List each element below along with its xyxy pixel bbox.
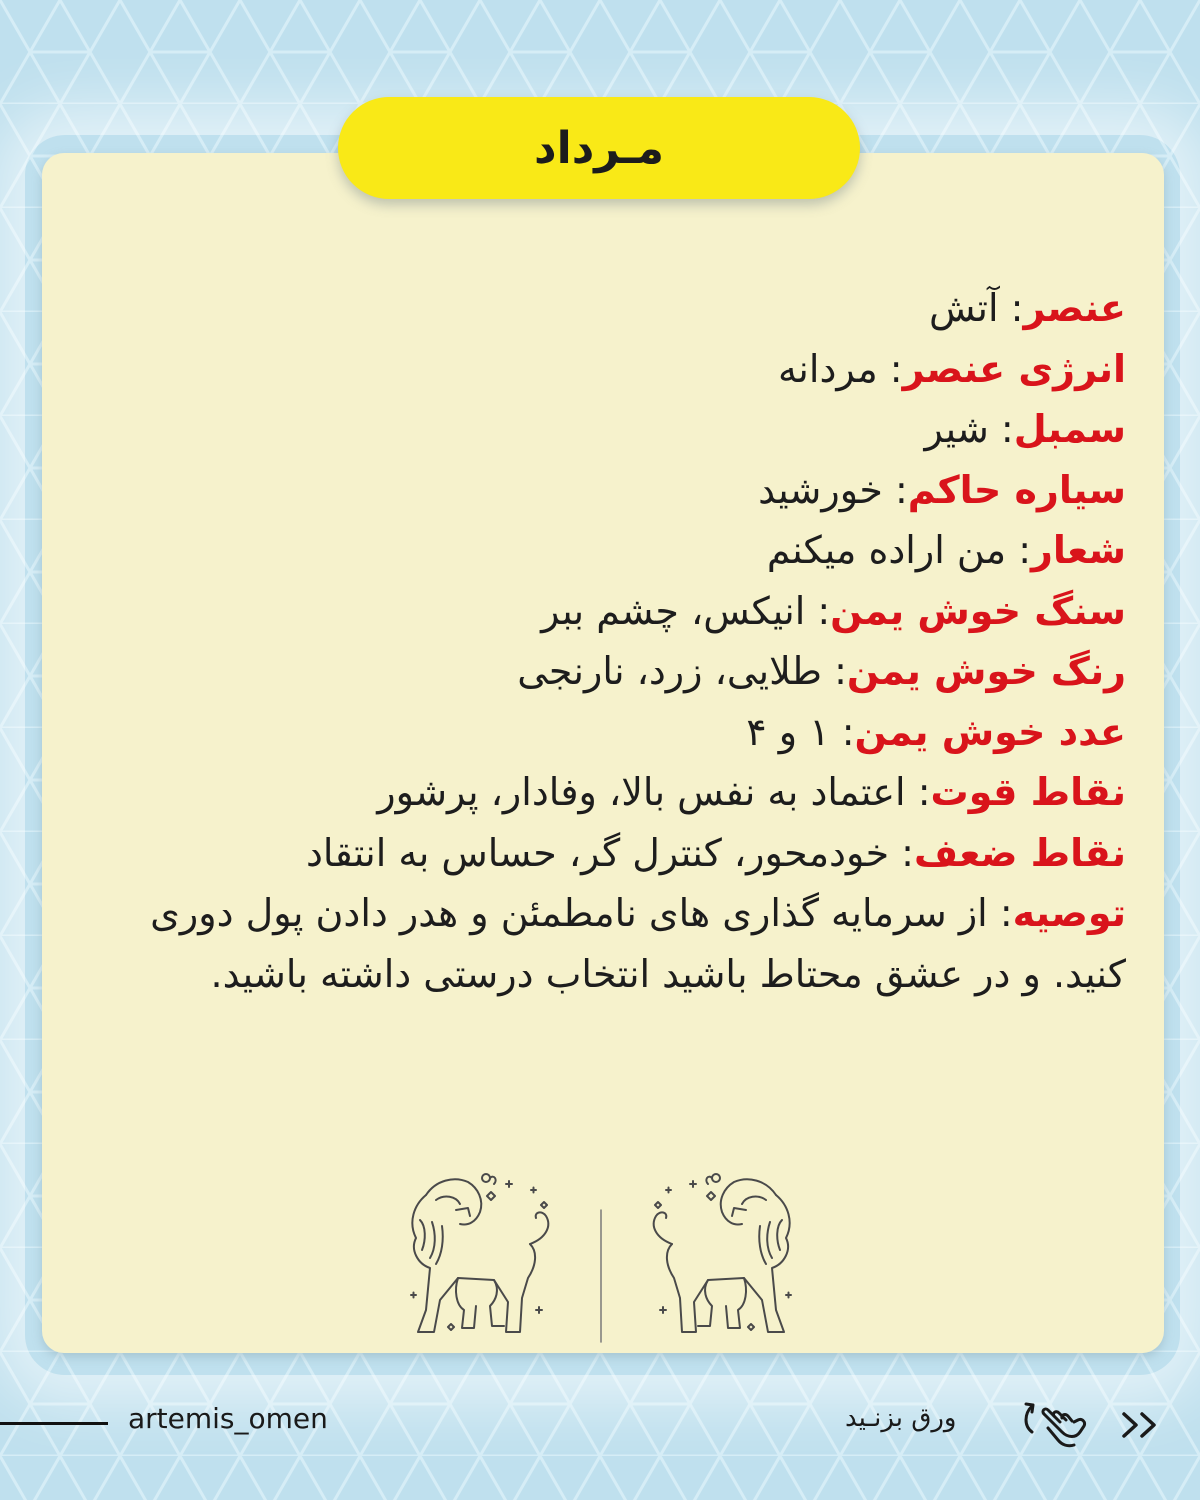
list-item-element	[70, 278, 1126, 339]
item-label: انرژی عنصر	[902, 346, 1126, 391]
item-colon: :	[877, 346, 903, 391]
list-item-symbol	[70, 399, 1126, 460]
item-value: من اراده میکنم	[766, 528, 1007, 572]
item-label: توصیه	[1012, 891, 1126, 935]
item-colon: :	[987, 891, 1013, 935]
item-value: شیر	[924, 407, 989, 451]
item-label: عنصر	[1023, 286, 1126, 330]
item-value: خورشید	[758, 467, 883, 512]
item-label: شعار	[1031, 528, 1126, 572]
item-value: انیکس، چشم ببر	[541, 588, 806, 633]
item-value: از سرمایه گذاری های نامطمئن و هدر دادن پول دوری کنید. و در عشق محتاط باشید انتخاب درستی داشته باشید.	[150, 891, 1126, 996]
leo-lion-icons	[396, 1160, 806, 1345]
item-label: عدد خوش یمن	[854, 709, 1126, 754]
item-colon: :	[829, 709, 855, 754]
item-colon: :	[822, 649, 847, 693]
lion-left-icon	[411, 1174, 548, 1332]
footer-line	[0, 1422, 108, 1425]
item-label: نقاط ضعف	[913, 830, 1126, 875]
list-item-weaknesses	[70, 823, 1126, 884]
swipe-hint: ورق بزنـید	[845, 1403, 957, 1433]
list-item-lucky-number	[70, 702, 1126, 763]
list-item-lucky-stone	[70, 581, 1126, 642]
item-value: آتش	[928, 286, 999, 330]
info-list	[70, 278, 1126, 1004]
list-item-strengths	[70, 762, 1126, 823]
item-colon: :	[998, 286, 1024, 330]
item-colon: :	[988, 407, 1014, 451]
item-label: رنگ خوش یمن	[846, 649, 1126, 693]
item-value: مردانه	[777, 346, 878, 391]
list-item-lucky-color	[70, 641, 1126, 702]
item-label: سیاره حاکم	[907, 467, 1126, 512]
list-item-ruling-planet	[70, 460, 1126, 521]
double-chevron-right-icon[interactable]	[1118, 1408, 1164, 1442]
list-item-energy	[70, 339, 1126, 400]
title-badge	[338, 97, 860, 199]
item-label: نقاط قوت	[930, 770, 1126, 814]
hand-swipe-icon	[1018, 1392, 1090, 1452]
item-value: ۱ و ۴	[746, 709, 830, 754]
page-title: مـرداد	[534, 122, 664, 174]
list-item-advice	[70, 883, 1126, 1004]
item-colon: :	[905, 770, 931, 814]
item-label: سمبل	[1013, 407, 1126, 451]
item-value: اعتماد به نفس بالا، وفادار، پرشور	[377, 770, 906, 814]
item-colon: :	[882, 467, 908, 512]
lion-right-icon	[654, 1174, 791, 1332]
item-label: سنگ خوش یمن	[830, 588, 1126, 633]
account-handle[interactable]: artemis_omen	[128, 1402, 328, 1435]
item-value: طلایی، زرد، نارنجی	[517, 649, 822, 693]
item-colon: :	[805, 588, 831, 633]
item-colon: :	[1006, 528, 1032, 572]
item-colon: :	[889, 830, 914, 875]
list-item-motto	[70, 520, 1126, 581]
item-value: خودمحور، کنترل گر، حساس به انتقاد	[305, 830, 890, 875]
